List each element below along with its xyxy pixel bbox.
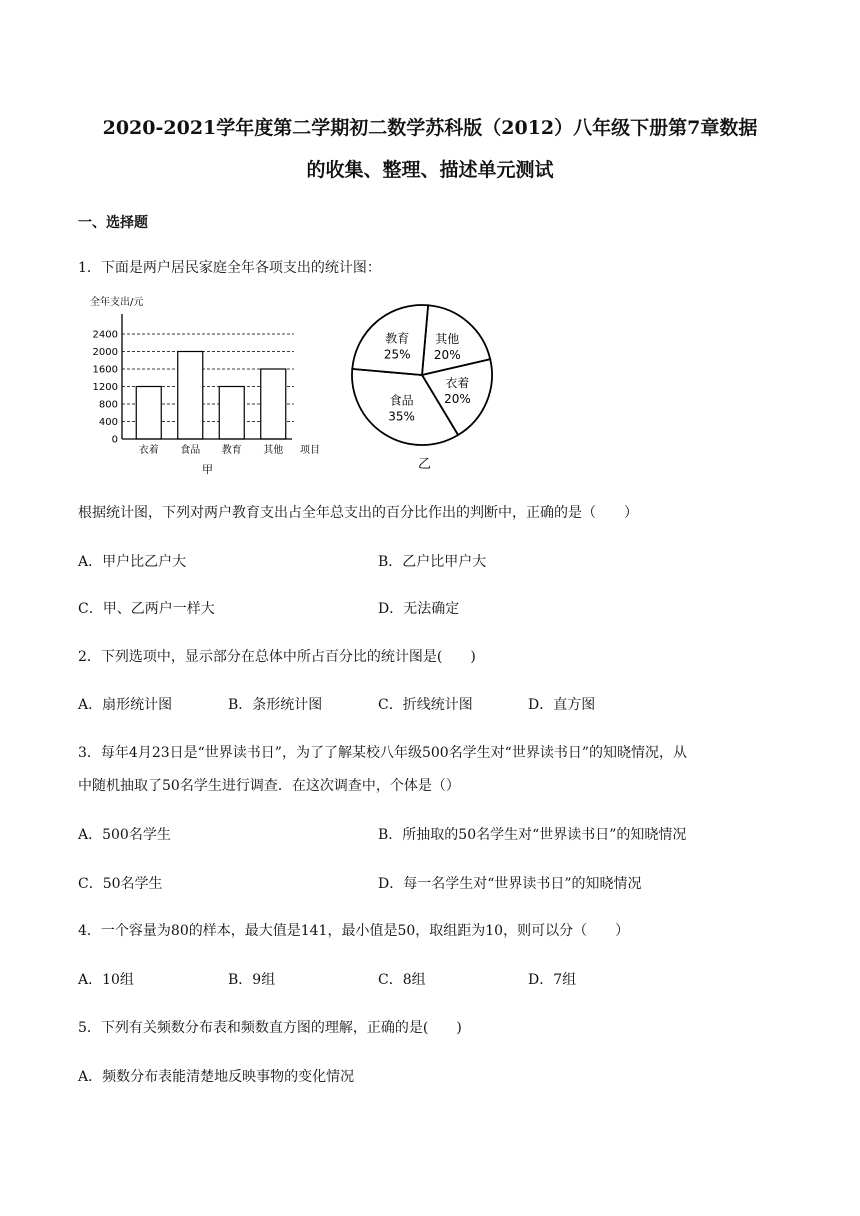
pie-slice-label: 衣着 bbox=[445, 376, 470, 391]
q3-option-b[interactable]: B．所抽取的50名学生对“世界读书日”的知晓情况 bbox=[378, 827, 687, 843]
pie-slice-label: 食品 bbox=[389, 393, 414, 408]
q3-option-d[interactable]: D．每一名学生对“世界读书日”的知晓情况 bbox=[378, 876, 642, 892]
pie-slice-label: 其他 bbox=[435, 331, 460, 346]
bar-y-tick-label: 1600 bbox=[92, 364, 118, 376]
q2-option-c[interactable]: C．折线统计图 bbox=[378, 697, 473, 713]
q2-option-d[interactable]: D．直方图 bbox=[528, 697, 596, 713]
pie-slice-pct: 20% bbox=[433, 347, 461, 362]
bar-chart-jia bbox=[82, 292, 332, 480]
bar-y-tick-label: 0 bbox=[111, 434, 118, 446]
pie-slice-pct: 35% bbox=[388, 409, 415, 424]
bar-y-tick-label: 2400 bbox=[92, 329, 118, 341]
bar-y-tick-label: 800 bbox=[98, 399, 118, 411]
q1-option-d[interactable]: D．无法确定 bbox=[378, 601, 460, 617]
bar-其他 bbox=[261, 369, 286, 439]
q3-option-c[interactable]: C．50名学生 bbox=[78, 876, 163, 892]
bar-chart-ylabel: 全年支出/元 bbox=[90, 297, 144, 308]
q4-option-d[interactable]: D．7组 bbox=[528, 972, 577, 988]
bar-x-tick-label: 教育 bbox=[221, 445, 242, 456]
q1-option-b[interactable]: B．乙户比甲户大 bbox=[378, 554, 487, 570]
q4-stem: 4．一个容量为80的样本，最大值是141，最小值是50，取组距为10，则可以分（ ） bbox=[78, 923, 630, 939]
bar-chart-caption: 甲 bbox=[202, 463, 213, 476]
section-heading: 一、选择题 bbox=[78, 215, 148, 231]
q1-stem: 1．下面是两户居民家庭全年各项支出的统计图： bbox=[78, 260, 381, 276]
q5-stem: 5．下列有关频数分布表和频数直方图的理解，正确的是( ) bbox=[78, 1020, 462, 1036]
pie-chart-yi bbox=[340, 298, 500, 478]
bar-x-tick-label: 食品 bbox=[180, 445, 201, 456]
q3-option-a[interactable]: A．500名学生 bbox=[78, 827, 171, 843]
bar-y-tick-label: 2000 bbox=[92, 347, 118, 358]
q3-stem: 3．每年4月23日是“世界读书日”，为了了解某校八年级500名学生对“世界读书日”的知晓情况，从 bbox=[78, 745, 687, 761]
q1-stem-2: 根据统计图，下列对两户教育支出占全年总支出的百分比作出的判断中，正确的是（ ） bbox=[78, 505, 638, 521]
pie-slice-label: 教育 bbox=[385, 331, 410, 346]
q4-option-c[interactable]: C．8组 bbox=[378, 972, 426, 988]
bar-y-tick-label: 1200 bbox=[92, 382, 118, 393]
bar-x-tick-label: 衣着 bbox=[138, 445, 159, 456]
q1-option-a[interactable]: A．甲户比乙户大 bbox=[78, 554, 187, 570]
bar-x-tick-label: 其他 bbox=[263, 445, 284, 456]
bar-y-tick-label: 400 bbox=[98, 417, 118, 428]
q5-option-a[interactable]: A．频数分布表能清楚地反映事物的变化情况 bbox=[78, 1069, 355, 1085]
q2-option-b[interactable]: B．条形统计图 bbox=[228, 697, 323, 713]
pie-slice-pct: 20% bbox=[444, 392, 471, 407]
q4-option-b[interactable]: B．9组 bbox=[228, 972, 276, 988]
bar-食品 bbox=[178, 352, 203, 440]
pie-chart-caption: 乙 bbox=[418, 457, 432, 472]
q2-stem: 2．下列选项中，显示部分在总体中所占百分比的统计图是( ) bbox=[78, 649, 476, 665]
doc-title-line-1: 2020-2021学年度第二学期初二数学苏科版（2012）八年级下册第7章数据 bbox=[102, 117, 758, 139]
q1-option-c[interactable]: C．甲、乙两户一样大 bbox=[78, 601, 215, 617]
q2-option-a[interactable]: A．扇形统计图 bbox=[78, 697, 173, 713]
bar-教育 bbox=[219, 387, 244, 440]
q3-stem-2: 中随机抽取了50名学生进行调查．在这次调查中，个体是（） bbox=[78, 778, 460, 794]
pie-slice-pct: 25% bbox=[383, 347, 411, 362]
bar-chart-xlabel: 项目 bbox=[300, 445, 320, 456]
q4-option-a[interactable]: A．10组 bbox=[78, 972, 134, 988]
doc-title-line-2: 的收集、整理、描述单元测试 bbox=[306, 159, 554, 181]
bar-衣着 bbox=[136, 387, 161, 440]
